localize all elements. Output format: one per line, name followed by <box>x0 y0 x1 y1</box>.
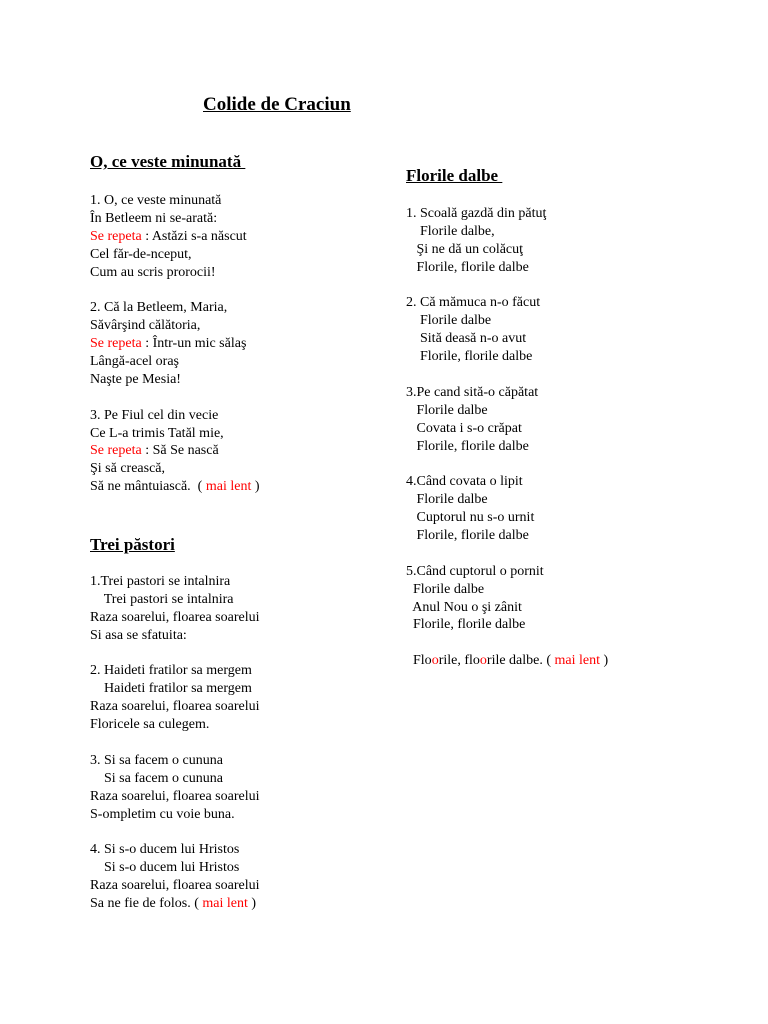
lyric-line <box>90 371 260 389</box>
lyric-text: 3.Pe cand sită-o căpătat <box>406 384 539 400</box>
lyric-line <box>90 680 259 698</box>
lyric-text: 2. Că mămuca n-o făcut <box>406 295 541 311</box>
lyric-text: 1.Trei pastori se intalnira <box>90 574 231 589</box>
lyric-line <box>90 425 260 443</box>
lyric-text: 3. Si sa facem o cununa <box>90 752 223 768</box>
lyric-text: Florile, florile dalbe <box>406 528 529 544</box>
red-note: o <box>431 653 439 669</box>
lyric-line <box>406 294 608 312</box>
lyric-line <box>90 246 260 264</box>
lyric-text: Si sa facem o cununa <box>90 770 223 786</box>
lyric-line <box>406 223 608 241</box>
song-title-trei-pastori: Trei păstori <box>90 535 175 554</box>
lyric-text: Sită deasă n-o avut <box>406 331 527 347</box>
lyric-text: Covata i s-o crăpat <box>406 420 522 436</box>
lyric-line <box>406 527 608 545</box>
lyric-text: Ce L-a trimis Tatăl mie, <box>90 425 224 441</box>
lyric-line <box>90 770 259 788</box>
lyric-line <box>90 210 260 228</box>
lyric-line <box>90 353 260 371</box>
lyric-text: ) <box>600 653 609 669</box>
lyric-line <box>406 616 608 634</box>
song-title-florile-dalbe: Florile dalbe <box>406 166 503 185</box>
lyric-line <box>406 348 608 366</box>
lyric-line <box>406 473 608 491</box>
lyric-line <box>406 509 608 527</box>
red-note: Se repeta <box>90 443 142 459</box>
lyric-line <box>90 228 260 246</box>
song-lyrics-florile-dalbe <box>406 205 608 670</box>
lyric-line <box>90 823 259 841</box>
lyric-line <box>90 734 259 752</box>
lyric-line <box>90 662 259 680</box>
lyric-text: 2. Haideti fratilor sa mergem <box>90 663 252 679</box>
lyric-text: ) <box>247 896 257 912</box>
lyric-text: Florile dalbe <box>406 581 485 597</box>
lyric-line <box>406 599 608 617</box>
lyric-text: Florile dalbe, <box>406 223 495 239</box>
lyric-text: Să ne mântuiască. ( <box>90 479 206 495</box>
lyric-line <box>90 716 259 734</box>
lyric-text: Florile dalbe <box>406 313 492 329</box>
lyric-line <box>90 591 259 609</box>
lyric-text: : Într-un mic sălaş <box>141 336 247 352</box>
lyric-text: Trei pastori se intalnira <box>90 591 234 607</box>
lyric-text: Cuptorul nu s-o urnit <box>406 510 535 526</box>
lyric-text: 4.Când covata o lipit <box>406 474 523 490</box>
lyric-text: Florile, florile dalbe <box>406 438 529 454</box>
lyric-text: rile, flo <box>438 653 480 669</box>
lyric-text: 4. Si s-o ducem lui Hristos <box>90 842 240 858</box>
lyric-line <box>90 317 260 335</box>
lyric-line <box>90 859 259 877</box>
lyric-text: Anul Nou o şi zânit <box>406 599 522 615</box>
lyric-text: 2. Că la Betleem, Maria, <box>90 300 228 316</box>
lyric-text: Raza soarelui, floarea soarelui <box>90 699 260 715</box>
lyric-line <box>90 335 260 353</box>
lyric-text: Si s-o ducem lui Hristos <box>90 860 240 876</box>
lyric-text: : Să Se nască <box>141 443 219 459</box>
lyric-text: Floricele sa culegem. <box>90 717 210 733</box>
lyric-line <box>406 402 608 420</box>
lyric-line <box>90 752 259 770</box>
lyric-line <box>406 634 608 652</box>
lyric-line <box>406 384 608 402</box>
red-note: Se repeta <box>90 336 142 352</box>
lyric-text: Si asa se sfatuita: <box>90 627 187 643</box>
lyric-line <box>406 330 608 348</box>
lyric-line <box>406 241 608 259</box>
lyric-text: 1. O, ce veste minunată <box>90 193 222 208</box>
lyric-text: 5.Când cuptorul o pornit <box>406 563 544 579</box>
lyric-line <box>90 841 259 859</box>
lyric-text: S-ompletim cu voie buna. <box>90 806 235 822</box>
lyric-text: Florile dalbe <box>406 402 488 418</box>
lyric-line <box>406 581 608 599</box>
song-lyrics-o-ce-veste <box>90 192 260 496</box>
lyric-text: Şi ne dă un colăcuţ <box>406 241 524 257</box>
lyric-line <box>90 281 260 299</box>
lyric-line <box>90 609 259 627</box>
red-note: o <box>479 653 487 669</box>
lyric-line <box>90 698 259 716</box>
lyric-line <box>90 460 260 478</box>
lyric-text: Florile, florile dalbe <box>406 617 526 633</box>
lyric-text: ) <box>251 479 260 495</box>
lyric-text: Raza soarelui, floarea soarelui <box>90 878 260 894</box>
lyric-line <box>90 478 260 496</box>
red-note: mai lent <box>554 653 601 669</box>
lyric-line <box>406 259 608 277</box>
lyric-line <box>406 545 608 563</box>
song-lyrics-trei-pastori <box>90 573 259 913</box>
lyric-line <box>90 895 259 913</box>
lyric-text: Flo <box>406 653 432 669</box>
red-note: mai lent <box>205 479 252 495</box>
lyric-text: Florile, florile dalbe <box>406 349 533 365</box>
lyric-line <box>406 438 608 456</box>
red-note: mai lent <box>202 896 248 912</box>
lyric-line <box>90 788 259 806</box>
lyric-text: Lângă-acel oraş <box>90 354 179 370</box>
lyric-line <box>90 407 260 425</box>
lyric-line <box>90 573 259 591</box>
lyric-line <box>406 563 608 581</box>
lyric-text: Raza soarelui, floarea soarelui <box>90 788 260 804</box>
lyric-line <box>90 806 259 824</box>
lyric-line <box>90 627 259 645</box>
lyric-line <box>406 420 608 438</box>
lyric-text: Florile, florile dalbe <box>406 259 529 275</box>
lyric-text: 1. Scoală gazdă din pătuţ <box>406 206 547 221</box>
lyric-line <box>406 277 608 295</box>
lyric-line <box>406 366 608 384</box>
lyric-text: Cum au scris prorocii! <box>90 264 216 280</box>
lyric-text: : Astăzi s-a născut <box>141 228 247 244</box>
lyric-text: În Betleem ni se-arată: <box>90 210 218 226</box>
lyric-line <box>406 652 608 670</box>
lyric-line <box>406 312 608 330</box>
lyric-line <box>406 455 608 473</box>
lyric-line <box>90 264 260 282</box>
lyric-line <box>90 389 260 407</box>
lyric-line <box>90 442 260 460</box>
lyric-text: 3. Pe Fiul cel din vecie <box>90 407 219 423</box>
lyric-text: Raza soarelui, floarea soarelui <box>90 609 260 625</box>
lyric-line <box>90 192 260 210</box>
lyric-text: Cel făr-de-nceput, <box>90 246 192 262</box>
lyric-text: Sa ne fie de folos. ( <box>90 896 203 912</box>
lyric-text: Şi să crească, <box>90 461 166 477</box>
lyric-text: Haideti fratilor sa mergem <box>90 681 252 697</box>
lyric-line <box>406 205 608 223</box>
lyric-text: Săvârşind călătoria, <box>90 318 201 334</box>
red-note: Se repeta <box>90 228 142 244</box>
lyric-text: rile dalbe. ( <box>486 653 555 669</box>
lyric-text: Naşte pe Mesia! <box>90 371 181 387</box>
lyric-text: Florile dalbe <box>406 492 488 508</box>
document-title: Colide de Craciun <box>203 94 351 115</box>
lyric-line <box>90 299 260 317</box>
lyric-line <box>90 877 259 895</box>
lyric-line <box>90 645 259 663</box>
lyric-line <box>406 491 608 509</box>
song-title-o-ce-veste: O, ce veste minunată <box>90 152 246 171</box>
